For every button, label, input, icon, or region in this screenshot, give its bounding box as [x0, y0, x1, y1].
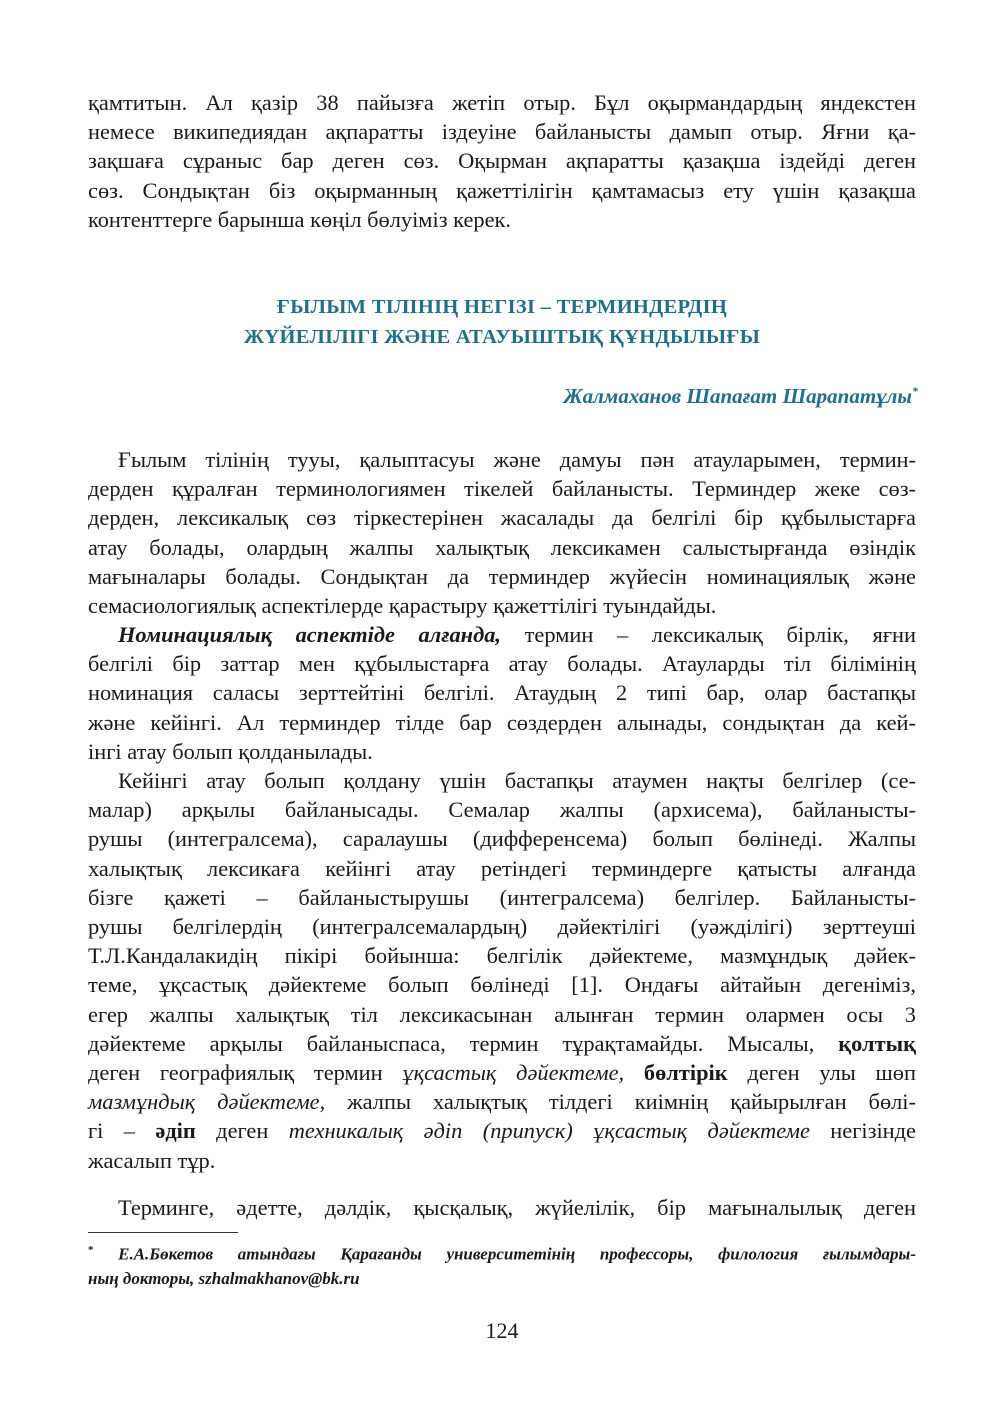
text-run: гі –	[88, 1118, 156, 1144]
text-line: дерден құралған терминологиямен тікелей байланысты. Терминдер жеке сөз-	[88, 476, 916, 502]
text-line: атау болады, олардың жалпы халықтық лексикамен салыстырғанда өзіндік	[88, 534, 916, 560]
text-line: және кейінгі. Ал терминдер тілде бар сөздерден алынады, сондықтан да кей-	[88, 709, 916, 735]
bold-term: қолтық	[838, 1030, 916, 1056]
text-run: дәйектеме арқылы байланыспаса, термин тұрақтамайды. Мысалы,	[88, 1030, 839, 1056]
text-line: халықтық лексикаға кейінгі атау ретіндегі терминдерге қатысты алғанда	[88, 855, 916, 881]
article-title	[88, 292, 916, 352]
text-line	[88, 1058, 916, 1087]
text-line: дерден, лексикалық сөз тіркестерінен жасалады да белгілі бір құбылыстарға	[88, 505, 916, 531]
italic-term: техникалық әдіп (припуск) ұқсастық дәйектеме	[288, 1118, 810, 1144]
text-line: інгі атау болып қолданылады.	[88, 738, 373, 764]
text-line	[88, 1087, 916, 1116]
text-line: қамтитын. Ал қазір 38 пайызға жетіп отыр. Бұл оқырмандардың яндекстен	[88, 90, 916, 115]
bold-italic-lead: Номинациялық аспектіде алғанда,	[118, 622, 501, 647]
text-line: теме, ұқсастық дәйектеме болып бөлінеді [1]. Ондағы айтайын дегеніміз,	[88, 972, 916, 998]
text-line	[88, 1116, 916, 1145]
text-line: рушы белгілердің (интегралсемалардың) дәйектілігі (уәжділігі) зерттеуші	[88, 914, 916, 940]
text-line	[88, 620, 916, 649]
bold-term: әдіп	[155, 1118, 196, 1144]
text-line: малар) арқылы байланысады. Семалар жалпы (архисема), байланысты-	[88, 797, 916, 823]
text-line: бізге қажеті – байланыстырушы (интегралсема) белгілер. Байланысты-	[88, 884, 916, 910]
text-run: деген улы шөп	[727, 1060, 916, 1086]
page-number: 124	[485, 1318, 519, 1343]
text-line: зақшаға сұраныс бар деген сөз. Оқырман ақпаратты қазақша іздейді деген	[88, 148, 916, 174]
title-line-2: ЖҮЙЕЛІЛІГІ ЖӘНЕ АТАУЫШТЫҚ ҚҰНДЫЛЫҒЫ	[243, 326, 761, 348]
footnote-mark: *	[88, 1244, 94, 1256]
text-line: Ғылым тілінің тууы, қалыптасуы және дамуы пән атауларымен, термин-	[118, 447, 916, 472]
text-line: номинация саласы зерттейтіні белгілі. Атаудың 2 типі бар, олар бастапқы	[88, 680, 916, 706]
text-run: деген географиялық термин	[88, 1060, 403, 1086]
text-line: мағыналары болады. Сондықтан да терминдер жүйесін номинациялық және	[88, 563, 916, 589]
text-line: Т.Л.Кандалакидің пікірі бойынша: белгілік дәйектеме, мазмұндық дәйек-	[88, 943, 916, 969]
footnote	[88, 1238, 916, 1291]
italic-term: ұқсастық дәйектеме,	[402, 1060, 625, 1086]
footnote-line	[88, 1238, 916, 1267]
text-run: Е.А.Бөкетов атындағы Қарағанды университетінің профессоры, филология ғылымдары-	[93, 1244, 916, 1264]
text-line: Терминге, әдетте, дәлдік, қысқалық, жүйелілік, бір мағыналылық деген	[118, 1195, 916, 1220]
paragraph-1	[88, 445, 916, 620]
text-run: деген	[195, 1118, 289, 1144]
text-line: немесе википедиядан ақпаратты іздеуіне байланысты дамып отыр. Яғни қа-	[88, 119, 916, 145]
title-line-1: ҒЫЛЫМ ТІЛІНІҢ НЕГІЗІ – ТЕРМИНДЕРДІҢ	[276, 296, 728, 318]
footnote-line: ның докторы, szhalmakhanov@bk.ru	[88, 1268, 360, 1288]
text-run	[624, 1060, 644, 1085]
footnote-divider	[88, 1232, 238, 1233]
text-line: рушы (интегралсема), саралаушы (дифференсема) болып бөлінеді. Жалпы	[88, 826, 916, 852]
text-run: негізінде	[809, 1118, 916, 1144]
intro-paragraph	[88, 88, 916, 234]
text-line: егер жалпы халықтық тіл лексикасынан алынған термин олармен осы 3	[88, 1001, 916, 1027]
text-line: Кейінгі атау болып қолдану үшін бастапқы атаумен нақты белгілер (се-	[118, 768, 916, 793]
italic-term: мазмұндық дәйектеме,	[88, 1089, 326, 1115]
bold-term: бөлтірік	[643, 1060, 728, 1086]
author-footnote-mark: *	[912, 384, 918, 398]
text-line: сөз. Сондықтан біз оқырманның қажеттілігін қамтамасыз ету үшін қазақша	[88, 177, 916, 203]
text-line: жасалып тұр.	[88, 1147, 216, 1173]
paragraph-2	[88, 620, 916, 766]
text-line: семасиологиялық аспектілерде қарастыру қажеттілігі туындайды.	[88, 593, 717, 619]
text-line: белгілі бір заттар мен құбылыстарға атау болады. Атауларды тіл білімінің	[88, 651, 916, 677]
paragraph-3	[88, 766, 916, 1175]
text-run: термин – лексикалық бірлік, яғни	[500, 622, 916, 647]
text-line: контенттерге барынша көңіл бөлуіміз керек.	[88, 206, 512, 232]
paragraph-4	[88, 1193, 916, 1222]
text-line	[88, 1029, 916, 1058]
author-text: Жалмаханов Шапағат Шарапатұлы	[563, 384, 912, 408]
text-run: жалпы халықтық тілдегі киімнің қайырылған бөлі-	[325, 1089, 916, 1115]
author-name	[563, 384, 918, 409]
